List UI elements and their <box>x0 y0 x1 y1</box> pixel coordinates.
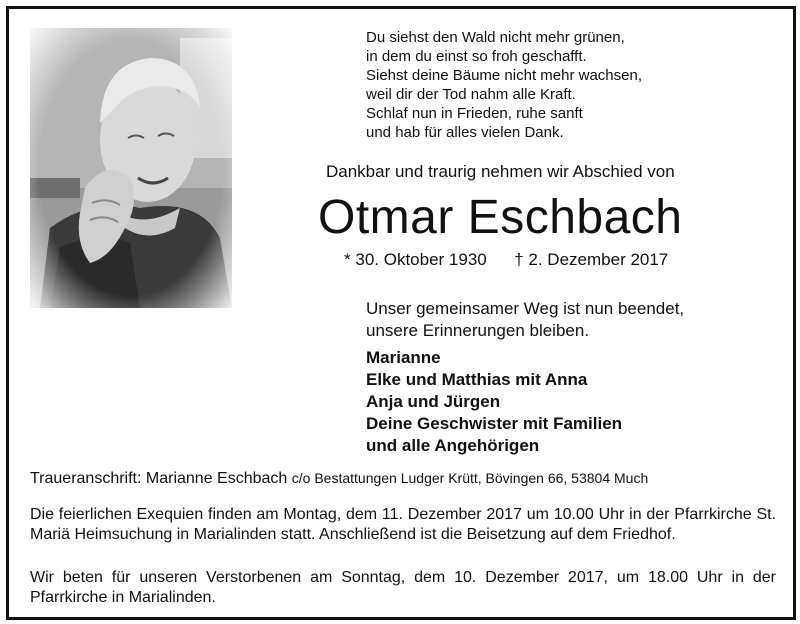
life-dates <box>344 250 668 270</box>
address-label: Traueranschrift: Marianne Eschbach <box>30 470 288 487</box>
mourner: und alle Angehörigen <box>366 436 540 455</box>
poem-line: weil dir der Tod nahm alle Kraft. <box>366 86 576 103</box>
mourner: Anja und Jürgen <box>366 392 501 411</box>
poem-line: Siehst deine Bäume nicht mehr wachsen, <box>366 67 642 84</box>
poem-line: Du siehst den Wald nicht mehr grünen, <box>366 29 625 46</box>
service-info: Die feierlichen Exequien finden am Montag, dem 11. Dezember 2017 um 10.00 Uhr in der Pfarrkirche St. Mariä Heimsuchung in Marialinden statt. Anschließend ist die Beisetzung auf dem Friedhof. <box>30 506 776 543</box>
quote-line: unsere Erinnerungen bleiben. <box>366 321 590 340</box>
poem-line: und hab für alles vielen Dank. <box>366 124 564 141</box>
mourner: Marianne <box>366 348 441 367</box>
death-date: 2. Dezember 2017 <box>528 250 669 269</box>
portrait-photo <box>30 28 232 308</box>
memorial-quote <box>366 298 684 342</box>
mourner: Elke und Matthias mit Anna <box>366 370 588 389</box>
birth-symbol: * <box>344 250 351 269</box>
quote-line: Unser gemeinsamer Weg ist nun beendet, <box>366 299 685 318</box>
poem <box>366 28 642 142</box>
intro-text: Dankbar und traurig nehmen wir Abschied von <box>326 162 675 181</box>
mourners-list <box>366 347 622 457</box>
birth-date: 30. Oktober 1930 <box>355 250 487 269</box>
address-detail: c/o Bestattungen Ludger Krütt, Bövingen 66, 53804 Much <box>291 470 649 486</box>
death-symbol: † <box>514 250 524 269</box>
deceased-name: Otmar Eschbach <box>318 191 683 244</box>
mourner: Deine Geschwister mit Familien <box>366 414 623 433</box>
poem-line: Schlaf nun in Frieden, ruhe sanft <box>366 105 583 122</box>
poem-line: in dem du einst so froh geschafft. <box>366 48 587 65</box>
mourning-address <box>30 470 648 488</box>
prayer-info: Wir beten für unseren Verstorbenen am Sonntag, dem 10. Dezember 2017, um 18.00 Uhr in der Pfarrkirche in Marialinden. <box>30 569 776 606</box>
